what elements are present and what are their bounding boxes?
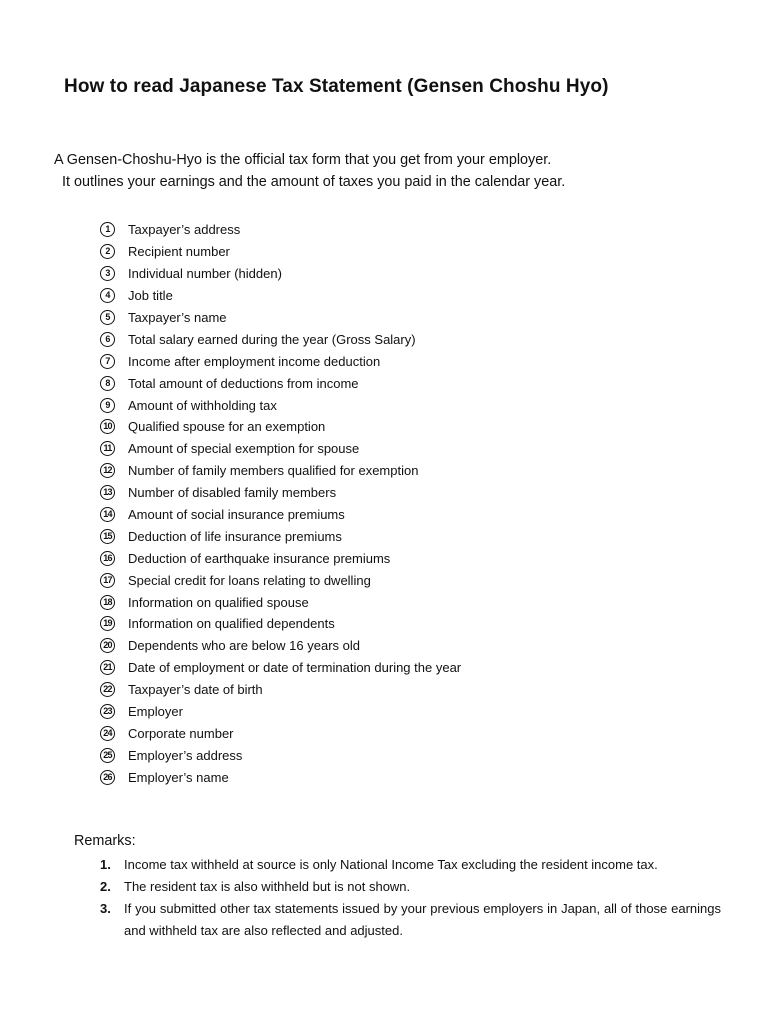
remark-text: The resident tax is also withheld but is not shown. bbox=[124, 879, 411, 894]
circled-number-icon: 8 bbox=[100, 376, 115, 391]
field-label: Number of disabled family members bbox=[128, 485, 337, 501]
field-list-item bbox=[100, 416, 461, 438]
field-list-item bbox=[100, 438, 461, 460]
circled-number-icon: 13 bbox=[100, 485, 115, 500]
circled-number-icon: 20 bbox=[100, 638, 115, 653]
field-list-item bbox=[100, 591, 461, 613]
circled-number-icon: 2 bbox=[100, 244, 115, 259]
field-list-item bbox=[100, 766, 461, 788]
circled-number-icon: 23 bbox=[100, 704, 115, 719]
field-label: Information on qualified dependents bbox=[128, 616, 335, 632]
field-label: Job title bbox=[128, 288, 173, 304]
field-label: Amount of social insurance premiums bbox=[128, 507, 345, 523]
circled-number-icon: 3 bbox=[100, 266, 115, 281]
field-list-item bbox=[100, 569, 461, 591]
field-list-item bbox=[100, 219, 461, 241]
field-list-item bbox=[100, 285, 461, 307]
circled-number-icon: 12 bbox=[100, 463, 115, 478]
field-list-item bbox=[100, 657, 461, 679]
field-label: Income after employment income deduction bbox=[128, 353, 381, 369]
field-list-item bbox=[100, 350, 461, 372]
field-label: Taxpayer’s name bbox=[128, 310, 227, 325]
circled-number-icon: 22 bbox=[100, 682, 115, 697]
field-label: Deduction of earthquake insurance premiums bbox=[128, 550, 391, 566]
circled-number-icon: 6 bbox=[100, 332, 115, 347]
remark-item bbox=[100, 854, 721, 876]
field-list-item bbox=[100, 504, 461, 526]
circled-number-icon: 24 bbox=[100, 726, 115, 741]
circled-number-icon: 14 bbox=[100, 507, 115, 522]
field-list-item bbox=[100, 460, 461, 482]
field-label: Employer’s address bbox=[128, 747, 243, 763]
field-list-item bbox=[100, 372, 461, 394]
field-label: Amount of withholding tax bbox=[128, 397, 277, 413]
field-list-item bbox=[100, 613, 461, 635]
circled-number-icon: 15 bbox=[100, 529, 115, 544]
remark-number: 3. bbox=[100, 901, 111, 916]
field-list-item bbox=[100, 328, 461, 350]
remark-item bbox=[100, 898, 721, 942]
field-list-item bbox=[100, 722, 461, 744]
field-list-item bbox=[100, 482, 461, 504]
remark-number: 2. bbox=[100, 879, 111, 894]
circled-number-icon: 18 bbox=[100, 595, 115, 610]
field-list-item bbox=[100, 307, 461, 329]
field-label: Deduction of life insurance premiums bbox=[128, 528, 342, 544]
field-list bbox=[100, 219, 461, 788]
field-list-item bbox=[100, 525, 461, 547]
field-list-item bbox=[100, 547, 461, 569]
intro-paragraph bbox=[54, 149, 565, 193]
circled-number-icon: 21 bbox=[100, 660, 115, 675]
remark-number: 1. bbox=[100, 857, 111, 872]
intro-line-1: A Gensen-Choshu-Hyo is the official tax form that you get from your employer. bbox=[54, 152, 552, 168]
circled-number-icon: 11 bbox=[100, 441, 115, 456]
field-list-item bbox=[100, 263, 461, 285]
circled-number-icon: 26 bbox=[100, 770, 115, 785]
circled-number-icon: 9 bbox=[100, 398, 115, 413]
field-label: Date of employment or date of termination during the year bbox=[128, 660, 462, 676]
field-list-item bbox=[100, 394, 461, 416]
remark-item bbox=[100, 876, 721, 898]
field-list-item bbox=[100, 241, 461, 263]
field-label: Dependents who are below 16 years old bbox=[128, 638, 360, 654]
circled-number-icon: 10 bbox=[100, 419, 115, 434]
field-label: Special credit for loans relating to dwelling bbox=[128, 572, 371, 588]
field-label: Total salary earned during the year (Gross Salary) bbox=[128, 331, 416, 347]
field-label: Amount of special exemption for spouse bbox=[128, 441, 360, 457]
remark-text: Income tax withheld at source is only National Income Tax excluding the resident income tax. bbox=[124, 857, 658, 872]
remarks-heading: Remarks: bbox=[74, 833, 136, 849]
field-label: Number of family members qualified for exemption bbox=[128, 463, 419, 479]
circled-number-icon: 25 bbox=[100, 748, 115, 763]
field-label: Taxpayer’s address bbox=[128, 222, 241, 238]
field-label: Individual number (hidden) bbox=[128, 266, 282, 282]
field-list-item bbox=[100, 679, 461, 701]
field-list-item bbox=[100, 701, 461, 723]
field-label: Information on qualified spouse bbox=[128, 594, 309, 610]
field-label: Total amount of deductions from income bbox=[128, 375, 359, 391]
circled-number-icon: 19 bbox=[100, 616, 115, 631]
circled-number-icon: 7 bbox=[100, 354, 115, 369]
field-label: Employer bbox=[128, 704, 183, 720]
intro-line-2: It outlines your earnings and the amount of taxes you paid in the calendar year. bbox=[62, 174, 566, 190]
field-label: Employer’s name bbox=[128, 769, 229, 785]
field-label: Qualified spouse for an exemption bbox=[128, 419, 326, 435]
remark-text: If you submitted other tax statements issued by your previous employers in Japan, all of those earnings and withheld tax are also reflected and adjusted. bbox=[124, 901, 721, 938]
field-list-item bbox=[100, 744, 461, 766]
circled-number-icon: 17 bbox=[100, 573, 115, 588]
field-label: Corporate number bbox=[128, 725, 234, 741]
field-label: Recipient number bbox=[128, 244, 230, 260]
circled-number-icon: 16 bbox=[100, 551, 115, 566]
field-label: Taxpayer’s date of birth bbox=[128, 682, 263, 698]
circled-number-icon: 5 bbox=[100, 310, 115, 325]
field-list-item bbox=[100, 635, 461, 657]
document-title: How to read Japanese Tax Statement (Gensen Choshu Hyo) bbox=[64, 76, 609, 97]
circled-number-icon: 1 bbox=[100, 222, 115, 237]
remarks-list bbox=[100, 854, 721, 942]
circled-number-icon: 4 bbox=[100, 288, 115, 303]
